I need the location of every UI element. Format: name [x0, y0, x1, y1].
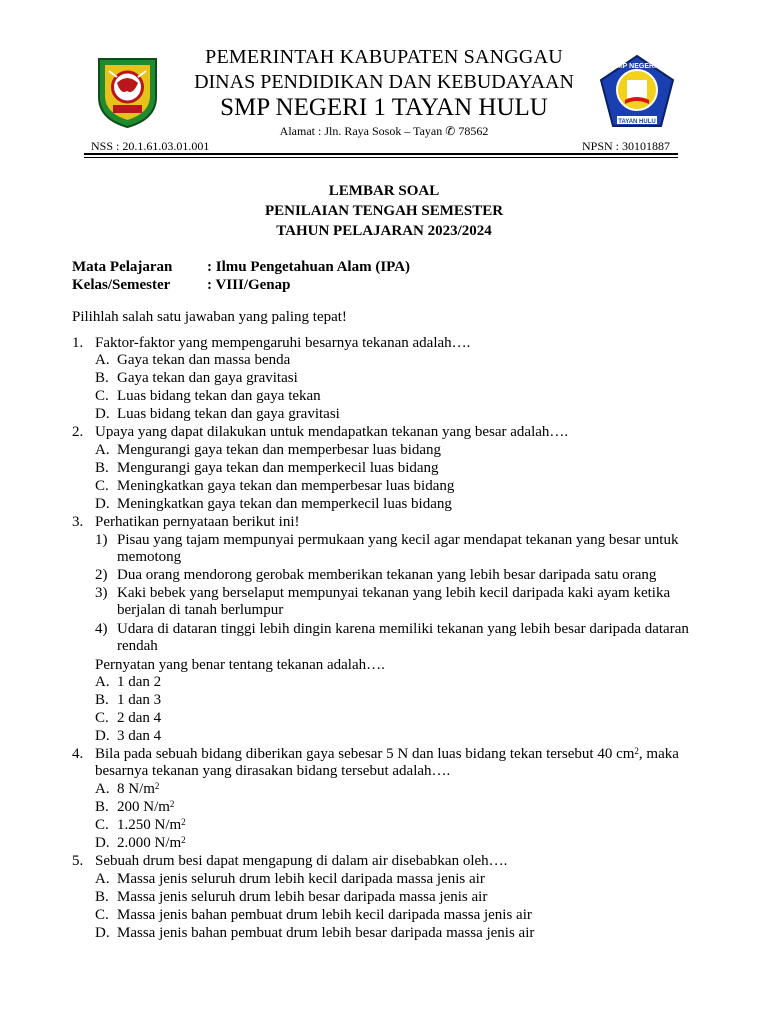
q4-text-part1: Bila pada sebuah bidang diberikan gaya sebesar 5 N dan luas bidang tekan tersebut 40 cm	[95, 746, 635, 762]
q3-option-c: 2 dan 4	[117, 710, 162, 726]
doc-title-line2: PENILAIAN TENGAH SEMESTER	[264, 203, 504, 219]
q2-number: 2.	[72, 424, 84, 440]
q3-statement-2: Dua orang mendorong gerobak memberikan tekanan yang lebih besar daripada satu orang	[117, 567, 657, 583]
q3-option-a: 1 dan 2	[117, 674, 162, 690]
q3-statement-1-cont: memotong	[117, 549, 182, 565]
doc-title-line1: LEMBAR SOAL	[328, 183, 440, 199]
q1-option-b-letter: B.	[95, 370, 109, 386]
q3-statement-1-number: 1)	[95, 532, 108, 548]
q3-number: 3.	[72, 514, 84, 530]
q1-option-d: Luas bidang tekan dan gaya gravitasi	[117, 406, 340, 422]
q4-text-part2: , maka	[638, 746, 679, 762]
class-value: : VIII/Genap	[207, 277, 291, 293]
q2-option-c: Meningkatkan gaya tekan dan memperbesar luas bidang	[117, 478, 455, 494]
q5-option-a: Massa jenis seluruh drum lebih kecil daripada massa jenis air	[117, 871, 485, 887]
header-npsn: NPSN : 30101887	[582, 139, 671, 153]
header-nss: NSS : 20.1.61.03.01.001	[91, 139, 210, 153]
q2-option-a-letter: A.	[95, 442, 110, 458]
q4-option-d-letter: D.	[95, 835, 110, 851]
q1-option-b: Gaya tekan dan gaya gravitasi	[117, 370, 298, 386]
header-divider-thick	[84, 153, 678, 155]
q3-statement-1: Pisau yang tajam mempunyai permukaan yang kecil agar mendapat tekanan yang besar untuk	[117, 532, 679, 548]
q2-option-b: Mengurangi gaya tekan dan memperkecil luas bidang	[117, 460, 439, 476]
header-school-name: SMP NEGERI 1 TAYAN HULU	[220, 94, 548, 121]
q4-unit-exponent: 2	[634, 746, 639, 756]
q2-option-c-letter: C.	[95, 478, 109, 494]
q3-statement-4-number: 4)	[95, 621, 108, 637]
q5-option-a-letter: A.	[95, 871, 110, 887]
q3-statement-3: Kaki bebek yang berselaput mempunyai tekanan yang lebih kecil daripada kaki ayam ketika	[117, 585, 671, 601]
q5-number: 5.	[72, 853, 84, 869]
q3-statement-3-cont: berjalan di tanah berlumpur	[117, 602, 284, 618]
svg-text:SMP NEGERI 1: SMP NEGERI 1	[612, 63, 662, 70]
q5-option-c-letter: C.	[95, 907, 109, 923]
q3-option-d: 3 dan 4	[117, 728, 162, 744]
q2-option-d: Meningkatkan gaya tekan dan memperkecil luas bidang	[117, 496, 452, 512]
q2-option-d-letter: D.	[95, 496, 110, 512]
q5-option-d: Massa jenis bahan pembuat drum lebih besar daripada massa jenis air	[117, 925, 535, 941]
subject-label: Mata Pelajaran	[72, 259, 173, 275]
q1-option-c-letter: C.	[95, 388, 109, 404]
header-divider-thin	[84, 157, 678, 158]
header-address: Alamat : Jln. Raya Sosok – Tayan ✆ 78562	[279, 124, 489, 138]
q1-option-a-letter: A.	[95, 352, 110, 368]
q4-option-d: 2.000 $N/m^2$	[117, 835, 186, 851]
q1-text: Faktor-faktor yang mempengaruhi besarnya tekanan adalah….	[95, 335, 471, 351]
instruction: Pilihlah salah satu jawaban yang paling tepat!	[72, 309, 347, 325]
q5-option-c: Massa jenis bahan pembuat drum lebih kecil daripada massa jenis air	[117, 907, 532, 923]
q3-option-a-letter: A.	[95, 674, 110, 690]
q3-statement-3-number: 3)	[95, 585, 108, 601]
q3-statement-4-cont: rendah	[117, 638, 158, 654]
q2-option-b-letter: B.	[95, 460, 109, 476]
q4-option-c: 1.250 $N/m^2$	[117, 817, 186, 833]
q4-option-b: 200 $N/m^2$	[117, 799, 175, 815]
q3-option-b-letter: B.	[95, 692, 109, 708]
q3-option-d-letter: D.	[95, 728, 110, 744]
q3-option-c-letter: C.	[95, 710, 109, 726]
q5-option-b-letter: B.	[95, 889, 109, 905]
q5-text: Sebuah drum besi dapat mengapung di dalam air disebabkan oleh….	[95, 853, 508, 869]
q2-option-a: Mengurangi gaya tekan dan memperbesar luas bidang	[117, 442, 442, 458]
q3-text: Perhatikan pernyataan berikut ini!	[95, 514, 300, 530]
q1-option-a: Gaya tekan dan massa benda	[117, 352, 291, 368]
q4-number: 4.	[72, 746, 84, 762]
q4-option-c-letter: C.	[95, 817, 109, 833]
q4-text-line2: besarnya tekanan yang dirasakan bidang tersebut adalah….	[95, 763, 451, 779]
q1-number: 1.	[72, 335, 84, 351]
q3-statement-2-number: 2)	[95, 567, 108, 583]
q3-statement-4: Udara di dataran tinggi lebih dingin karena memiliki tekanan yang lebih besar daripada dataran	[117, 621, 689, 637]
q4-text-line1	[95, 746, 679, 763]
q2-text: Upaya yang dapat dilakukan untuk mendapatkan tekanan yang besar adalah….	[95, 424, 569, 440]
subject-value: : Ilmu Pengetahuan Alam (IPA)	[207, 259, 411, 275]
q1-option-d-letter: D.	[95, 406, 110, 422]
q4-option-a: 8 $N/m^2$	[117, 781, 160, 797]
header-government: PEMERINTAH KABUPATEN SANGGAU	[205, 46, 563, 68]
class-label: Kelas/Semester	[72, 277, 171, 293]
q4-option-a-letter: A.	[95, 781, 110, 797]
svg-text:TAYAN HULU: TAYAN HULU	[618, 119, 656, 125]
q5-option-d-letter: D.	[95, 925, 110, 941]
header-department: DINAS PENDIDIKAN DAN KEBUDAYAAN	[194, 71, 574, 93]
q1-option-c: Luas bidang tekan dan gaya tekan	[117, 388, 321, 404]
q4-option-b-letter: B.	[95, 799, 109, 815]
q3-option-b: 1 dan 3	[117, 692, 162, 708]
q5-option-b: Massa jenis seluruh drum lebih besar daripada massa jenis air	[117, 889, 488, 905]
doc-title-line3: TAHUN PELAJARAN 2023/2024	[276, 223, 492, 239]
q3-prompt: Pernyatan yang benar tentang tekanan adalah….	[95, 657, 385, 673]
